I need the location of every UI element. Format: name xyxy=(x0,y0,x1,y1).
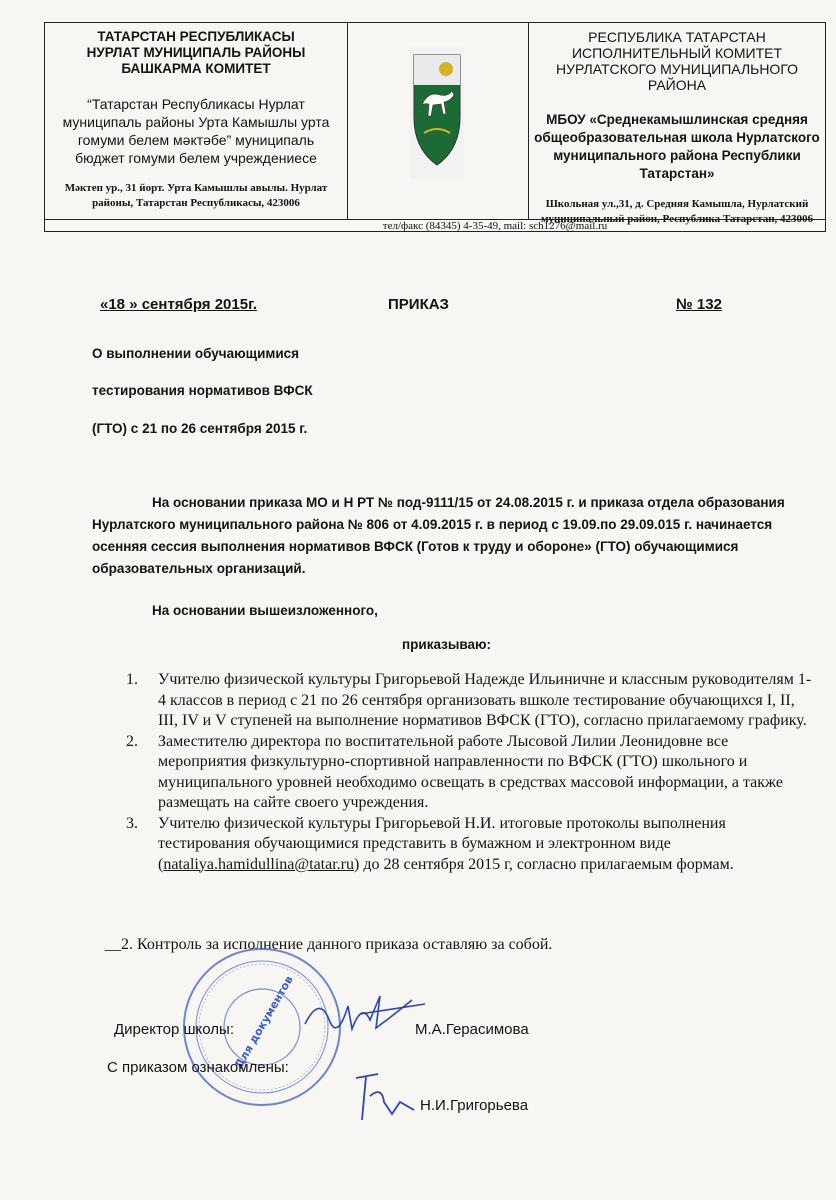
director-label: Директор школы: xyxy=(114,1021,234,1038)
contacts: тел/факс (84345) 4-35-49, mail: sch1276@mail.ru xyxy=(382,220,608,232)
order-item: 1. Учителю физической культуры Григорьевой Надежде Ильиничне и классным руководителям 1-4 классов в период с 21 по 26 сентября организовать вшколе тестирование обучающихся I, II, III, IV и V ступеней на выполнение нормативов ВФСК (ГТО), согласно прилагаемому графику. xyxy=(126,671,812,729)
acquainted-signature xyxy=(348,1068,418,1130)
subject-line: (ГТО) с 21 по 26 сентября 2015 г. xyxy=(92,421,308,436)
letterhead-left-tatar xyxy=(45,23,348,219)
order-date: «18 » сентября 2015г. xyxy=(100,296,257,313)
director-name: М.А.Герасимова xyxy=(415,1021,529,1038)
org-name-russian: РЕСПУБЛИКА ТАТАРСТАН ИСПОЛНИТЕЛЬНЫЙ КОМИТЕТ НУРЛАТСКОГО МУНИЦИПАЛЬНОГО РАЙОНА xyxy=(555,29,799,93)
subject-line: О выполнении обучающимися xyxy=(92,346,300,361)
basis-paragraph: На основании приказа МО и Н РТ № под-9111/15 от 24.08.2015 г. и приказа отдела образования Нурлатского муниципального района № 806 от 4.09.2015 г. в период с 19.09.по 29.09.015 г. начинается осенняя сессия выполнения нормативов ВФСК (Готов к труду и обороне» (ГТО) обучающимися образовательных организаций. xyxy=(92,495,785,576)
order-number: № 132 xyxy=(676,296,722,313)
school-name-russian: МБОУ «Среднекамышлинская средняя общеобразовательная школа Нурлатского муниципального района Республики Татарстан» xyxy=(534,112,820,181)
acquainted-name: Н.И.Григорьева xyxy=(420,1097,529,1114)
stamp-label: Для документов xyxy=(232,973,296,1071)
letterhead-emblem xyxy=(348,23,528,219)
email-link[interactable]: nataliya.hamidullina@tatar.ru xyxy=(163,855,354,873)
subject-line: тестирования нормативов ВФСК xyxy=(92,383,313,398)
order-title: ПРИКАЗ xyxy=(388,296,449,313)
director-signature xyxy=(300,984,430,1044)
address-tatar: Мәктеп ур., 31 йорт. Урта Камышлы авылы. Нурлат районы, Татарстан Республикасы, 423006 xyxy=(64,182,328,209)
org-name-tatar: ТАТАРСТАН РЕСПУБЛИКАСЫ НУРЛАТ МУНИЦИПАЛЬ РАЙОНЫ БАШКАРМА КОМИТЕТ xyxy=(86,29,306,76)
control-clause: __2. Контроль за исполнение данного приказа оставляю за собой. xyxy=(105,936,553,953)
decree-word: приказываю: xyxy=(402,637,492,652)
order-items xyxy=(126,670,816,875)
basis-paragraph-2: На основании вышеизложенного, xyxy=(152,603,378,618)
letterhead xyxy=(44,22,826,232)
order-item: 2. Заместителю директора по воспитательной работе Лысовой Лилии Леонидовне все мероприятия физкультурно-спортивной направленности по ВФСК (ГТО) школьного и муниципального уровней необходимо освещать в средствах массовой информации, а также размещать на сайте своего учреждения. xyxy=(126,732,783,811)
order-item: 3. Учителю физической культуры Григорьевой Н.И. итоговые протоколы выполнения тестирования обучающимися представить в бумажном и электронном виде (nataliya.hamidullina@tatar.ru) до 28 сентября 2015 г, согласно прилагаемым формам. xyxy=(126,814,734,873)
letterhead-right-russian xyxy=(528,23,825,225)
address-russian: Школьная ул.,31, д. Средняя Камышла, Нурлатский муниципальный район, Республика Татарстан, 423006 xyxy=(540,198,814,225)
school-name-tatar: “Татарстан Республикасы Нурлат муниципаль районы Урта Камышлы урта гомуми белем мәктәбе” муниципаль бюджет гомуми белем учреждениесе xyxy=(62,96,330,166)
nurlat-coat-of-arms-icon xyxy=(410,47,464,179)
acquainted-label: С приказом ознакомлены: xyxy=(107,1059,289,1076)
